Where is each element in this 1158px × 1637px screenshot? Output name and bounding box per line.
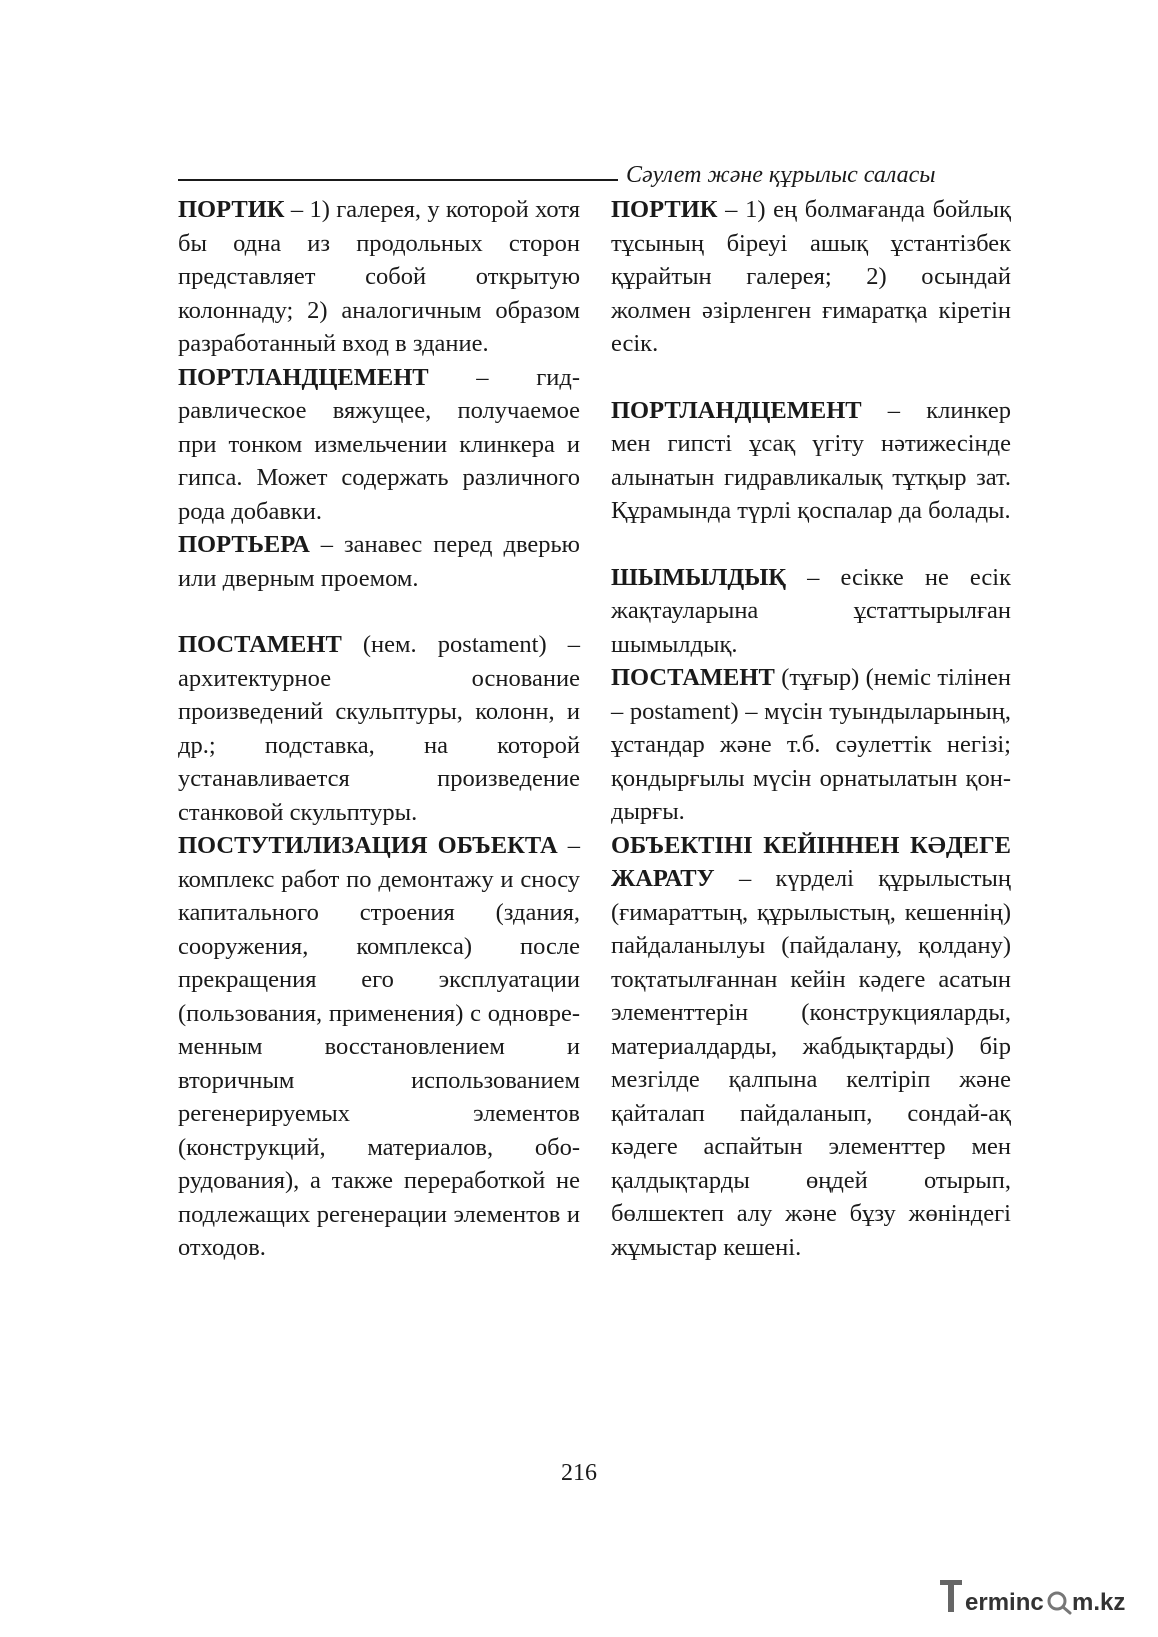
term: ПОСТАМЕНТ [178, 631, 342, 658]
term: ПОРТИК [178, 196, 285, 223]
entry-ru-postutilizaciya [178, 829, 580, 1265]
definition: – есікке не есік жақтауларына ұстаттырылған шымылдық. [611, 563, 1011, 658]
page-number: 216 [561, 1460, 597, 1486]
entry-kz-obiektini-keiinnen [611, 829, 1011, 1265]
svg-text:erminc: erminc [965, 1589, 1044, 1616]
entry-gap [611, 528, 1011, 561]
entry-gap [178, 595, 580, 628]
definition: – 1) ең болмағанда бойлық тұсының біреуі ашық ұстантізбек құрайтын галерея; 2) осындай жолмен әзірленген ғимаратқа кіретін есік. [611, 196, 1011, 357]
kazakh-column [611, 193, 1011, 1264]
entry-kz-postament [611, 661, 1011, 829]
definition: – күрделі құрылыстың (ғимараттың, құрылыстың, кешеннің) пайдаланылуы (пайдалану, қолдану) тоқтатылғаннан кейін кәдеге асатын элементтерін (конструкцияларды, материалдарды, жабдықтарды) бір мезгілде қалпына келтіріп және қайталап пайдаланып, сондай-ақ кәдеге аспайтын элементтер мен қалдықтарды өңдей отырып, бөлшектеп алу және бұзу жөніндегі жұмыстар кешені. [611, 865, 1011, 1261]
definition: – клинкер мен гипсті ұсақ үгіту нәтижесінде алынатын гидравликалық тұтқыр зат. Құрамында түрлі қоспалар да болады. [611, 396, 1011, 524]
term: ПОРТЛАНДЦЕМЕНТ [178, 363, 429, 391]
definition: – комплекс работ по демонтажу и сносу капитального строения (здания, сооружения, комплекса) после прекращения его эксплуатации (пользования, применения) с одновременным восстановлением и вторичным использованием регенерируемых элементов (конструкций, материалов, оборудования), а также переработкой не подлежащих регенерации элементов и отходов. [178, 832, 580, 1261]
definition: – занавес перед дверью или дверным проемом. [178, 531, 580, 592]
entry-ru-portlandcement [178, 361, 580, 529]
entry-kz-portlandcement [611, 394, 1011, 528]
term: ШЫМЫЛДЫҚ [611, 563, 787, 591]
svg-text:m.kz: m.kz [1072, 1589, 1126, 1616]
site-watermark [936, 1574, 1146, 1618]
definition: (тұғыр) (неміс тілінен – postament) – мүсін туындыларының, ұстандар және т.б. сәулеттік негізі; қондырғылы мүсін орнатылатын қондырғы. [611, 664, 1011, 825]
definition: – 1) галерея, у которой хотя бы одна из продольных сторон представляет собой открытую колоннаду; 2) аналогичным образом разработанный вход в здание. [178, 196, 580, 357]
term: ПОСТУТИЛИЗАЦИЯ ОБЪЕКТА [178, 832, 558, 859]
entry-ru-postament [178, 628, 580, 829]
entry-kz-portik [611, 193, 1011, 361]
term: ПОСТАМЕНТ [611, 664, 775, 691]
term: ПОРТИК [611, 196, 718, 223]
term: ПОРТЬЕРА [178, 531, 310, 558]
definition: – гидравлическое вяжущее, получаемое при тонком измельчении клинкера и гипса. Может содержать различного рода добавки. [178, 363, 580, 525]
termincom-logo [936, 1574, 1146, 1618]
entry-kz-shymyldyk [611, 561, 1011, 662]
term: ПОРТЛАНДЦЕМЕНТ [611, 396, 862, 424]
definition: (нем. postament) – архитектурное основание произведений скульптуры, колонн, и др.; подставка, на которой устанавливается произведение станковой скульптуры. [178, 631, 580, 826]
russian-column [178, 193, 580, 1265]
header-rule [178, 179, 618, 181]
entry-ru-portera [178, 528, 580, 595]
term: ОБЪЕКТІНІ КЕЙІННЕН КӘДЕГЕ ЖАРАТУ [611, 831, 1011, 892]
entry-ru-portik [178, 193, 580, 361]
running-title: Сәулет және құрылыс саласы [626, 162, 936, 188]
entry-gap [611, 361, 1011, 394]
magnifier-icon [1049, 1593, 1070, 1613]
